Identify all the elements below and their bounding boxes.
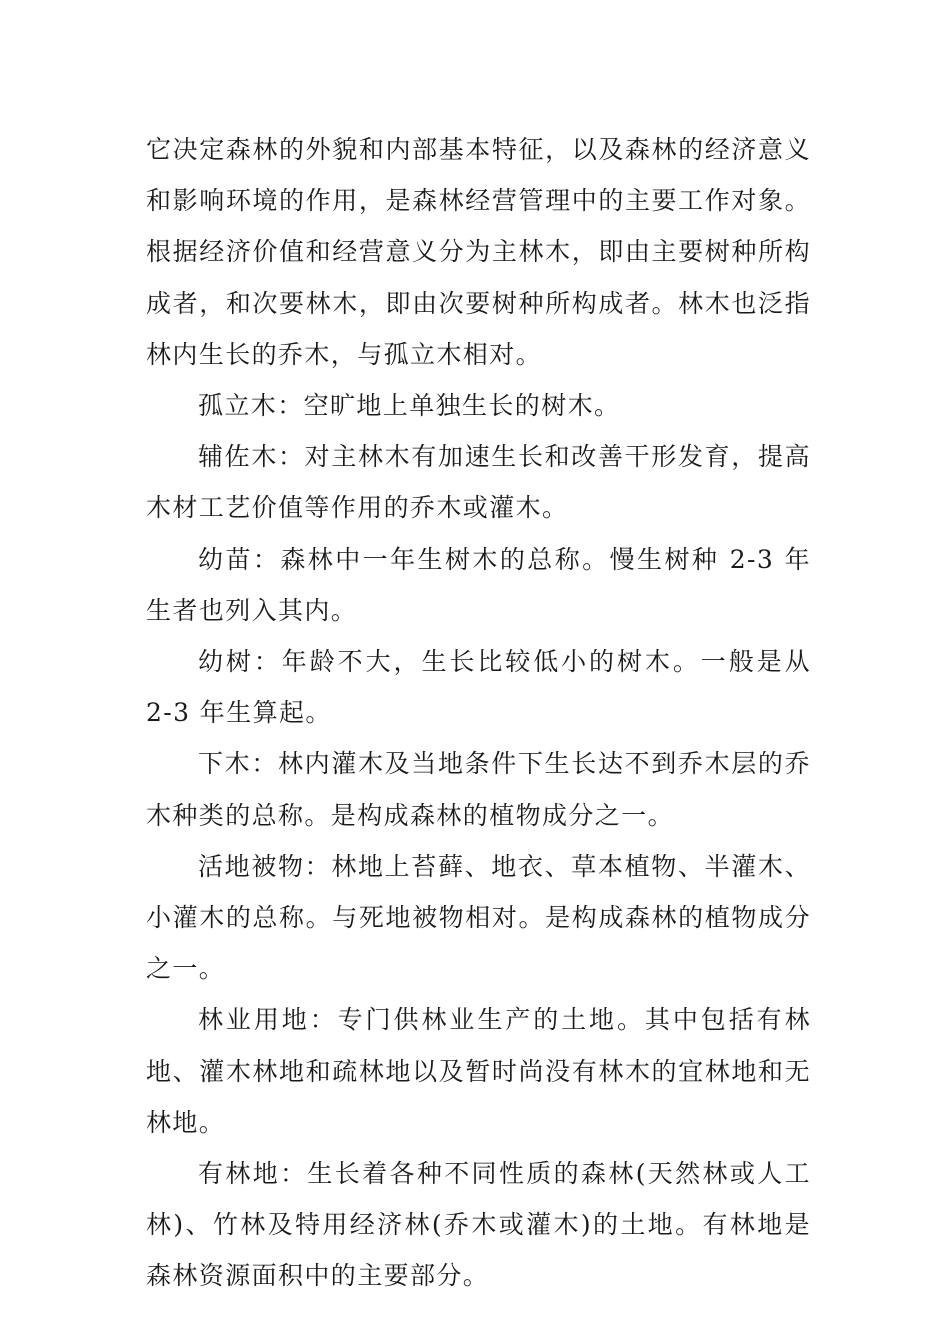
paragraph-continuation: 它决定森林的外貌和内部基本特征，以及森林的经济意义和影响环境的作用，是森林经营管理中的主要工作对象。根据经济价值和经营意义分为主林木，即由主要树种所构成者，和次要林木，即由次要树种所构成者。林木也泛指林内生长的乔木，与孤立木相对。 xyxy=(146,135,811,369)
paragraph-young-tree: 幼树：年龄不大，生长比较低小的树木。一般是从 2-3 年生算起。 xyxy=(146,647,811,728)
paragraph-auxiliary-tree: 辅佐木：对主林木有加速生长和改善干形发育，提高木材工艺价值等作用的乔木或灌木。 xyxy=(146,442,811,523)
paragraph-forestry-land: 林业用地：专门供林业生产的土地。其中包括有林地、灌木林地和疏林地以及暂时尚没有林木的宜林地和无林地。 xyxy=(146,1005,811,1137)
paragraph-seedling: 幼苗：森林中一年生树木的总称。慢生树种 2-3 年生者也列入其内。 xyxy=(146,544,811,625)
body-text xyxy=(146,124,811,1302)
paragraph-ground-cover: 活地被物：林地上苔藓、地衣、草本植物、半灌木、小灌木的总称。与死地被物相对。是构成森林的植物成分之一。 xyxy=(146,851,811,984)
paragraph-isolated-tree: 孤立木：空旷地上单独生长的树木。 xyxy=(198,391,621,421)
paragraph-understory: 下木：林内灌木及当地条件下生长达不到乔木层的乔木种类的总称。是构成森林的植物成分之一。 xyxy=(146,749,811,830)
paragraph-forested-land: 有林地：生长着各种不同性质的森林(天然林或人工林)、竹林及特用经济林(乔木或灌木)的土地。有林地是森林资源面积中的主要部分。 xyxy=(146,1159,811,1291)
